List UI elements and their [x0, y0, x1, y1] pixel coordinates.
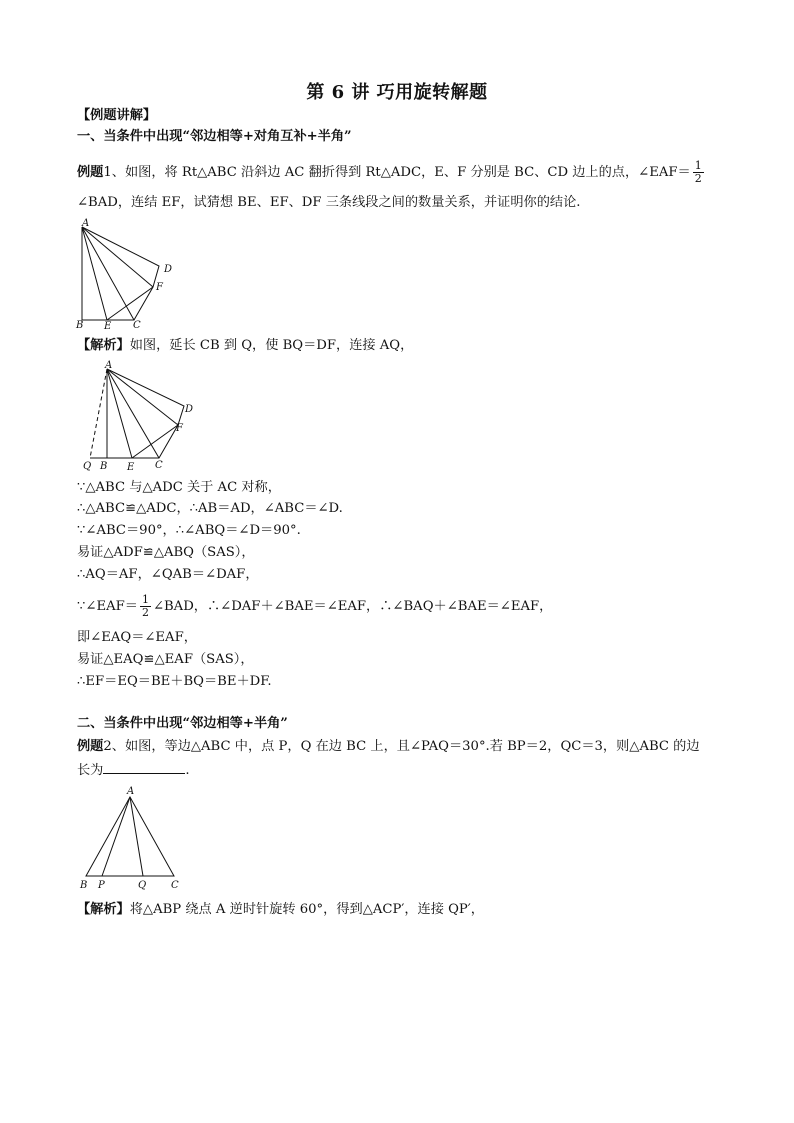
example2-tag: 例题	[77, 739, 104, 754]
section-label: 【例题讲解】	[77, 108, 157, 123]
example1-line2: ∠BAD，连结 EF，试猜想 BE、EF、DF 三条线段之间的数量关系，并证明你的结论.	[77, 195, 581, 210]
fig1-label-c: C	[133, 320, 141, 331]
fig2-label-q: Q	[83, 461, 92, 472]
analysis1-line	[77, 336, 727, 356]
fraction-one-half: $\frac{1}{2}$	[694, 159, 702, 185]
analysis2-tag: 【解析】	[77, 902, 130, 917]
analysis2-line	[77, 900, 727, 920]
step-9: ∴EF＝EQ＝BE＋BQ＝BE＋DF.	[77, 674, 272, 689]
fig3-label-a: A	[127, 786, 135, 797]
fig1-label-a: A	[82, 218, 90, 229]
step-7: 即∠EAQ＝∠EAF，	[77, 630, 197, 645]
example2-line2: 长为 .	[77, 759, 727, 781]
step-5: ∴AQ＝AF，∠QAB＝∠DAF，	[77, 567, 259, 582]
step-2: ∴△ABC≌△ADC，∴AB＝AD，∠ABC＝∠D.	[77, 501, 343, 516]
fig3-label-p: P	[98, 880, 105, 891]
lesson-title: 第 6 讲 巧用旋转解题	[306, 82, 488, 103]
figure-3-equilateral-triangle	[76, 785, 196, 900]
fig3-label-c: C	[171, 880, 179, 891]
figure-2-extended-quadrilateral	[78, 357, 208, 477]
fig2-label-e: E	[127, 462, 135, 473]
analysis1-text: 如图，延长 CB 到 Q，使 BQ＝DF，连接 AQ，	[129, 338, 414, 353]
step-3: ∵∠ABC＝90°，∴∠ABQ＝∠D＝90°.	[77, 523, 301, 538]
answer-blank[interactable]	[103, 759, 185, 774]
fig3-label-b: B	[80, 880, 88, 891]
part1-heading: 一、当条件中出现“邻边相等+对角互补+半角”	[77, 129, 352, 144]
fig1-label-b: B	[76, 320, 84, 331]
fig2-label-b: B	[100, 461, 108, 472]
fig1-label-d: D	[164, 264, 173, 275]
part2-heading: 二、当条件中出现“邻边相等+半角”	[77, 716, 288, 731]
example2-text1: 2、如图，等边△ABC 中，点 P，Q 在边 BC 上，且∠PAQ＝30°.若 BP＝2，QC＝3，则△ABC 的边	[103, 739, 700, 754]
fig3-label-q: Q	[138, 880, 147, 891]
fraction-one-half-step: $\frac{1}{2}$	[141, 593, 149, 619]
example1-text1: 1、如图，将 Rt△ABC 沿斜边 AC 翻折得到 Rt△ADC，E、F 分别是 BC、CD 边上的点，∠EAF＝	[103, 165, 691, 180]
example1-tag: 例题	[77, 165, 104, 180]
example1-line1	[77, 160, 727, 185]
fig2-label-f: F	[176, 423, 183, 434]
fig2-label-a: A	[105, 360, 113, 371]
fig1-label-f: F	[156, 282, 163, 293]
step-8: 易证△EAQ≌△EAF（SAS），	[77, 652, 254, 667]
analysis1-tag: 【解析】	[77, 338, 130, 353]
figure-1-quadrilateral	[70, 215, 190, 335]
fig2-label-d: D	[185, 404, 194, 415]
fig2-label-c: C	[155, 460, 163, 471]
fig1-label-e: E	[104, 321, 112, 332]
example2-line1	[77, 737, 727, 757]
analysis2-text: 将△ABP 绕点 A 逆时针旋转 60°，得到△ACP′，连接 QP′，	[129, 902, 484, 917]
step-6: ∵∠EAF＝ $\frac{1}{2}$ ∠BAD，∴∠DAF＋∠BAE＝∠EAF，∴∠BAQ＋∠BAE＝∠EAF，	[77, 593, 553, 619]
step-1: ∵△ABC 与△ADC 关于 AC 对称，	[77, 480, 281, 495]
step-4: 易证△ADF≌△ABQ（SAS），	[77, 545, 255, 560]
